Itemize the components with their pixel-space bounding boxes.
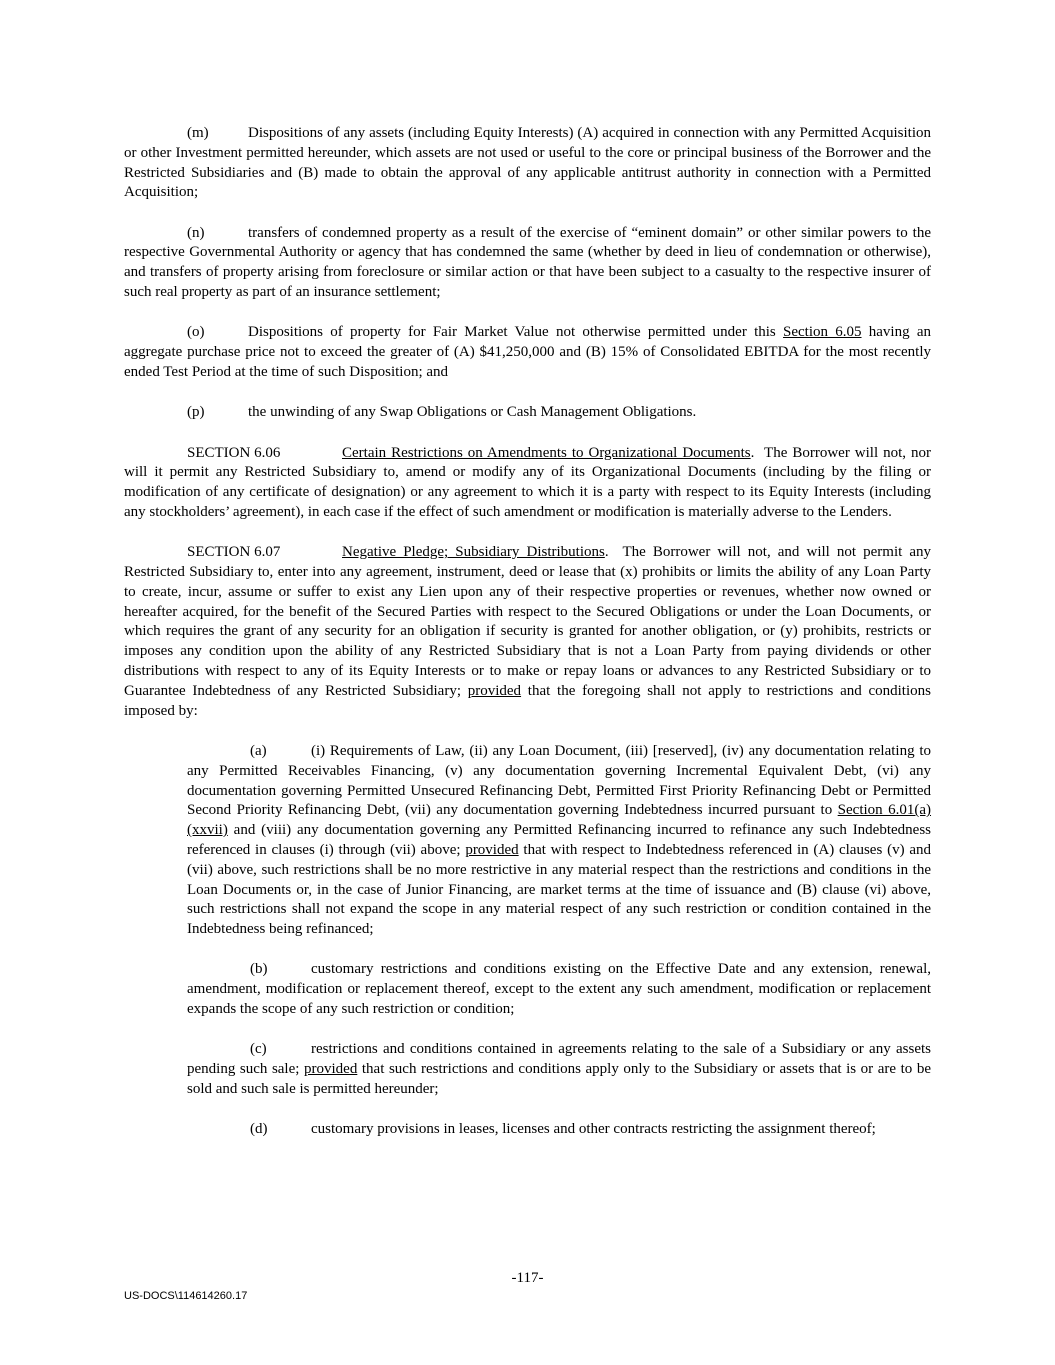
clause-text: customary provisions in leases, licenses and other contracts restricting the assignment thereof; — [311, 1121, 876, 1138]
clause-text: (i) Requirements of Law, (ii) any Loan Document, (iii) [reserved], (iv) any documentation relating to any Permitted Receivables Financing, (v) any documentation governing Incremental Equivalent Debt, (vi) any documentation governing Permitted Unsecured Refinancing Debt, Permitted First Priority Refinancing Debt or Permitted Second Priority Refinancing Debt, (vii) any documentation governing Indebtedness incurred pursuant to — [187, 742, 931, 819]
paragraph-label: (o) — [187, 324, 205, 341]
section-reference: Section 6.05 — [783, 324, 862, 341]
paragraph-label: (m) — [187, 125, 209, 141]
provided-term: provided — [467, 682, 522, 699]
clause-c — [187, 1040, 931, 1099]
section-number: SECTION 6.07 — [187, 544, 281, 561]
paragraph-label: (n) — [187, 224, 205, 241]
paragraph-o — [124, 323, 931, 382]
clause-text: restrictions and conditions contained in agreements relating to the sale of a Subsidiary or any assets pending such sale; — [187, 1041, 931, 1078]
clause-b — [187, 960, 931, 1019]
paragraph-text: Dispositions of any assets (including Equity Interests) (A) acquired in connection with any Permitted Acquisition or other Investment permitted hereunder, which assets are not used or useful to the core or principal business of the Borrower and the Restricted Subsidiaries and (B) made to obtain the approval of any applicable antitrust authority in connection with a Permitted Acquisition; — [124, 125, 931, 201]
paragraph-label: (p) — [187, 404, 205, 421]
section-heading-punct: . — [750, 444, 755, 461]
paragraph-text: Dispositions of property for Fair Market Value not otherwise permitted under this — [248, 324, 784, 341]
clause-label: (d) — [250, 1121, 268, 1138]
clause-text: that such restrictions and conditions apply only to the Subsidiary or assets that is or are to be sold and such sale is permitted hereunder; — [187, 1061, 931, 1097]
provided-term: provided — [304, 1061, 358, 1078]
section-6-06 — [124, 444, 935, 523]
clause-d — [187, 1120, 931, 1140]
document-page — [124, 124, 935, 1160]
page-number: -117- — [511, 1270, 544, 1286]
section-number: SECTION 6.06 — [187, 444, 281, 461]
section-text: that the foregoing shall not apply to restrictions and conditions imposed by: — [124, 682, 931, 719]
document-id: US-DOCS\114614260.17 — [124, 1290, 248, 1302]
clause-label: (c) — [250, 1041, 267, 1058]
section-reference: Section 6.01(a)(xxvii) — [187, 802, 932, 839]
paragraph-text: having an aggregate purchase price not to exceed the greater of (A) $41,250,000 and (B) 15% of Consolidated EBITDA for the most recently ended Test Period at the time of such Disposition; and — [124, 324, 932, 380]
paragraph-m — [124, 124, 931, 203]
section-heading: Negative Pledge; Subsidiary Distributions — [342, 544, 605, 561]
clause-a — [187, 742, 931, 940]
section-text: The Borrower will not, and will not permit any Restricted Subsidiary to, enter into any agreement, instrument, deed or lease that (x) prohibits or limits the ability of any Loan Party to create, incur, assume or suffer to exist any Lien upon any of their respective properties or revenues, whether now owned or hereafter acquired, for the benefit of the Secured Parties with respect to the Secured Obligations or under the Loan Documents, or which requires the grant of any security for an obligation if security is granted for another obligation, or (y) prohibits, restricts or imposes any condition upon the ability of any Restricted Subsidiary that is not a Loan Party from paying dividends or other distributions with respect to any of its Equity Interests or to make or repay loans or advances to any Restricted Subsidiary or to Guarantee Indebtedness of any Restricted Subsidiary; — [124, 544, 935, 699]
paragraph-text: the unwinding of any Swap Obligations or Cash Management Obligations. — [248, 404, 697, 421]
paragraph-text: transfers of condemned property as a result of the exercise of “eminent domain” or other similar powers to the respective Governmental Authority or agency that has condemned the same (whether by deed in lieu of condemnation or otherwise), and transfers of property arising from foreclosure or similar action or that have been subject to a casualty to the respective insurer of such real property as part of an insurance settlement; — [124, 224, 931, 301]
section-6-07 — [124, 543, 935, 721]
paragraph-n — [124, 224, 931, 303]
clause-label: (a) — [250, 742, 267, 759]
section-text: The Borrower will not, nor will it permit any Restricted Subsidiary to, amend or modify any of its Organizational Documents (including by the filing or modification of any certificate of designation) or any agreement to which it is a party with respect to its Equity Interests (including any stockholders’ agreement), in each case if the effect of such amendment or modification is materially adverse to the Lenders. — [124, 444, 935, 520]
clause-label: (b) — [250, 961, 268, 978]
clause-text: and (viii) any documentation governing any Permitted Refinancing incurred to refinance any such Indebtedness referenced in clauses (i) through (vii) above; — [187, 822, 931, 858]
section-heading: Certain Restrictions on Amendments to Organizational Documents — [342, 444, 751, 461]
section-heading-punct: . — [604, 544, 609, 561]
provided-term: provided — [465, 841, 519, 858]
paragraph-p — [124, 403, 931, 423]
clause-text: customary restrictions and conditions existing on the Effective Date and any extension, renewal, amendment, modification or replacement thereof, except to the extent any such amendment, modification or replacement expands the scope of any such restriction or condition; — [187, 961, 931, 1017]
clause-text: that with respect to Indebtedness referenced in (A) clauses (v) and (vii) above, such restrictions shall be no more restrictive in any material respect than the restrictions and conditions in the Loan Documents or, in the case of Junior Financing, are market terms at the time of issuance and (B) clause (vi) above, such restrictions shall not expand the scope in any material respect of any such restriction or condition contained in the Indebtedness being refinanced; — [187, 841, 931, 938]
